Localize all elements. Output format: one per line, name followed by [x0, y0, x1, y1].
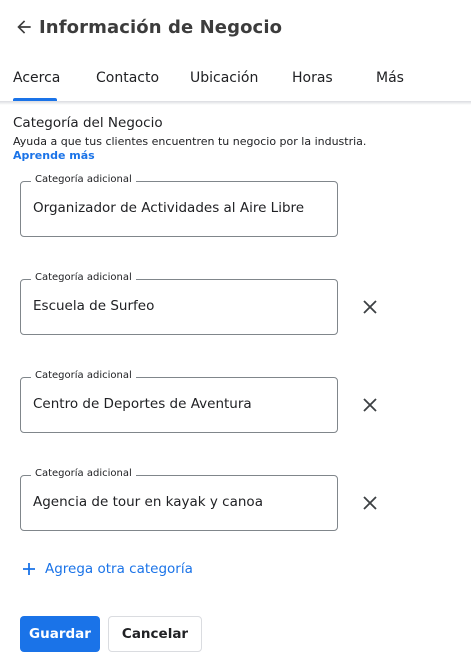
add-category-button[interactable]: [21, 558, 193, 580]
field-value[interactable]: Escuela de Surfeo: [33, 298, 155, 314]
add-category-label: Agrega otra categoría: [45, 561, 193, 577]
field-value[interactable]: Agencia de tour en kayak y canoa: [33, 494, 263, 510]
tab-contacto[interactable]: Contacto: [96, 70, 160, 86]
field-label: Categoría adicional: [31, 272, 136, 283]
category-field-1[interactable]: [20, 174, 338, 237]
remove-category-2-button[interactable]: [359, 296, 381, 318]
category-field-4[interactable]: [20, 468, 338, 531]
category-field-2[interactable]: [20, 272, 338, 335]
section-title: Categoría del Negocio: [13, 115, 163, 131]
tab-acerca[interactable]: Acerca: [13, 70, 61, 86]
remove-category-4-button[interactable]: [359, 492, 381, 514]
save-button[interactable]: Guardar: [20, 616, 100, 652]
plus-icon: [21, 561, 37, 577]
cancel-button[interactable]: Cancelar: [108, 616, 202, 652]
tab-ubicacion[interactable]: Ubicación: [190, 70, 259, 86]
field-label: Categoría adicional: [31, 174, 136, 185]
close-icon: [362, 397, 378, 413]
close-icon: [362, 495, 378, 511]
field-label: Categoría adicional: [31, 468, 136, 479]
close-icon: [362, 299, 378, 315]
tabs-divider: [0, 101, 471, 105]
tab-horas[interactable]: Horas: [292, 70, 333, 86]
header: [13, 13, 282, 41]
field-label: Categoría adicional: [31, 370, 136, 381]
learn-more-link[interactable]: Aprende más: [13, 149, 95, 162]
tab-bar: [0, 70, 471, 102]
page-title: Información de Negocio: [39, 16, 283, 38]
remove-category-3-button[interactable]: [359, 394, 381, 416]
tab-mas[interactable]: Más: [376, 70, 404, 86]
field-value[interactable]: Organizador de Actividades al Aire Libre: [33, 200, 305, 216]
field-value[interactable]: Centro de Deportes de Aventura: [33, 396, 252, 412]
category-field-3[interactable]: [20, 370, 338, 433]
arrow-left-icon[interactable]: [13, 16, 35, 38]
section-description: Ayuda a que tus clientes encuentren tu negocio por la industria.: [13, 135, 367, 148]
